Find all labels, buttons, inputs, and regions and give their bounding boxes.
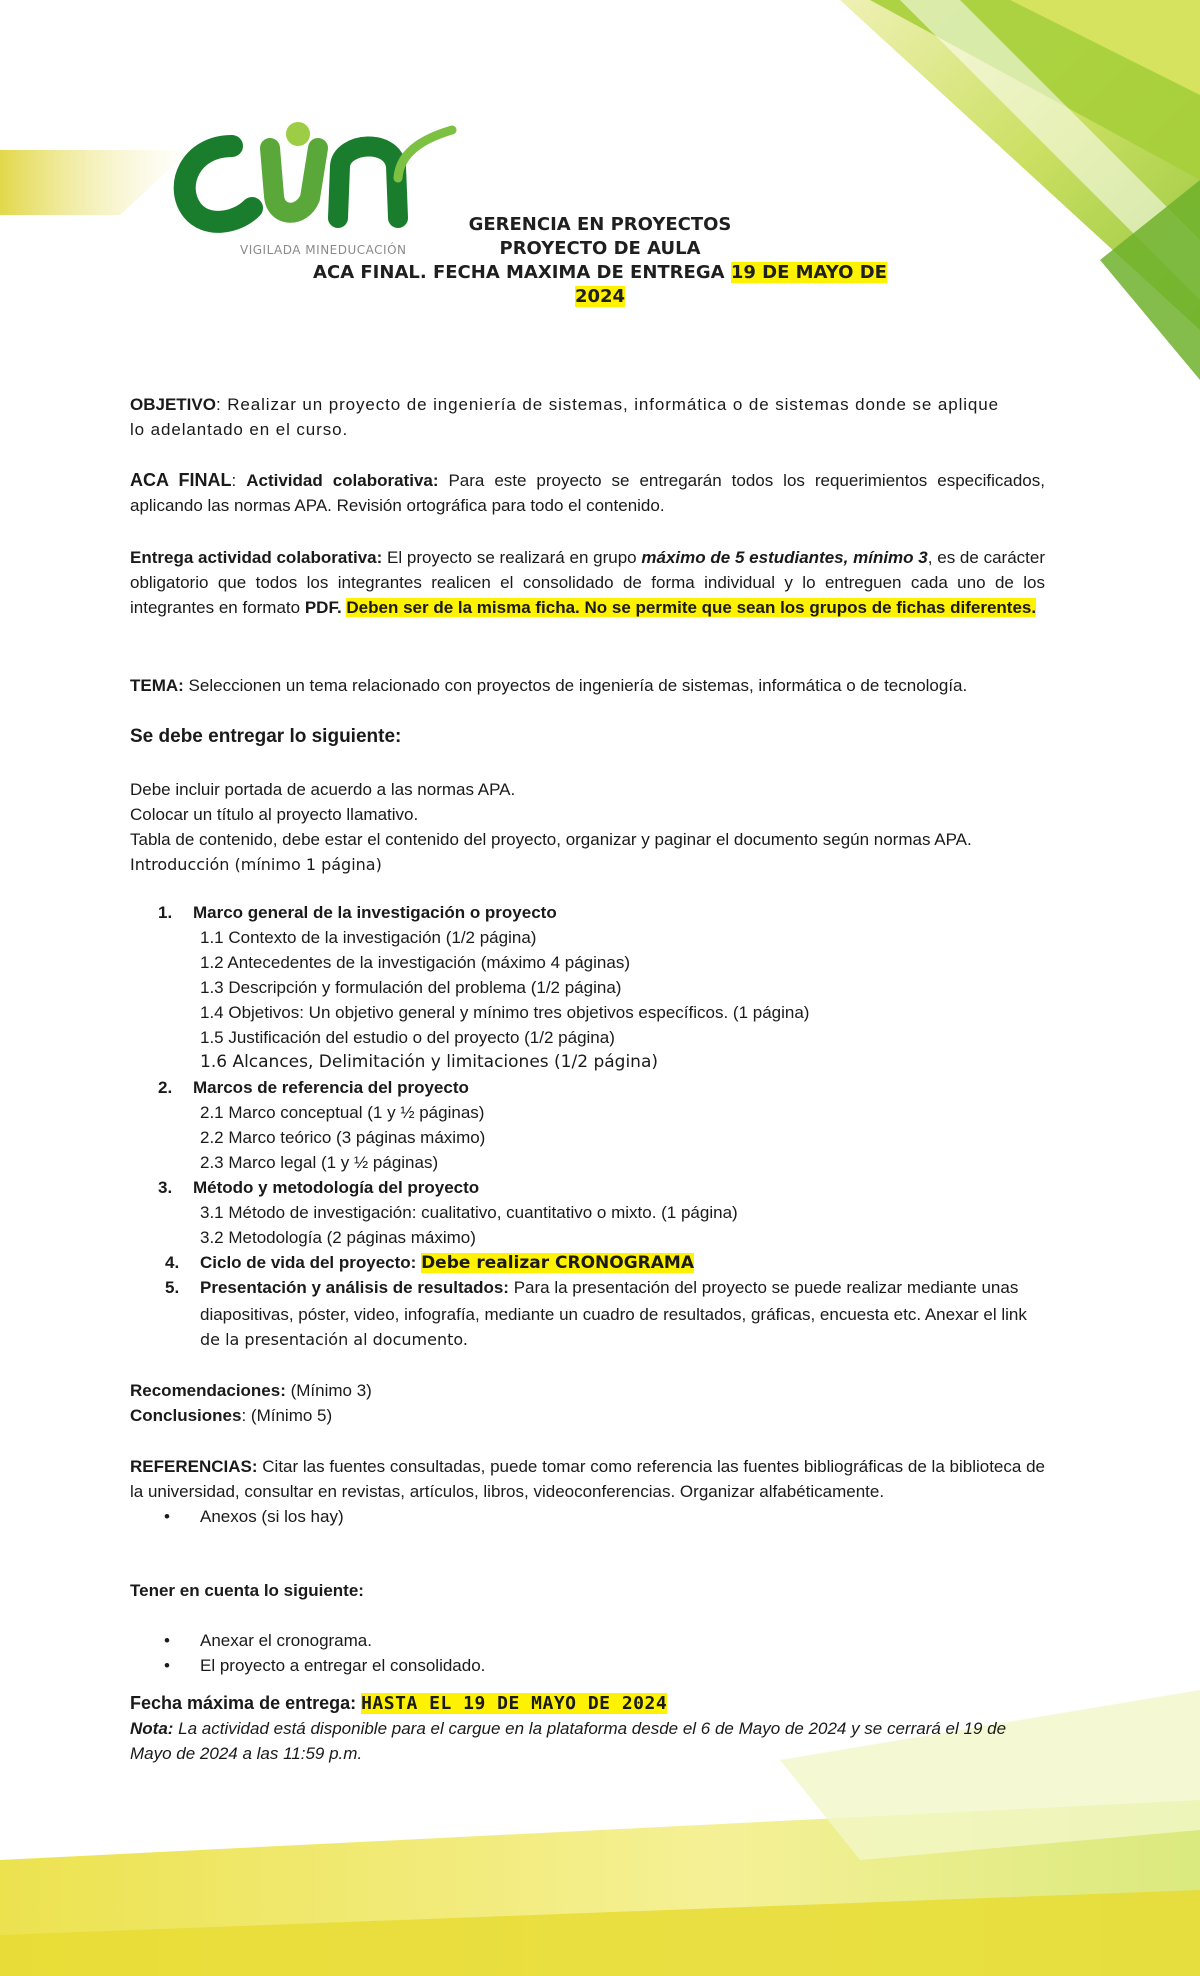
objetivo-label: OBJETIVO [130, 395, 216, 414]
entrega-label: Entrega actividad colaborativa: [130, 548, 383, 567]
document-page: VIGILADA MINEDUCACIÓN GERENCIA EN PROYECTOS PROYECTO DE AULA ACA FINAL. FECHA MAXIMA DE ENTREGA 19 DE MAYO DE 2024 OBJETIVO: Realizar un proyecto de ingeniería de sistemas, informática o de sistemas donde se aplique lo adelantado en el curso. ACA FINAL: Actividad colaborativa: Para este proyecto se entregarán todos los requerimientos especificados, aplicando las normas APA. Revisión ortográfica para todo el contenido. Entrega actividad colaborativa: El proyecto se realizará en grupo máximo de 5 estudiantes, mínimo 3, es de carácter obligatorio que todos los integrantes realicen el consolidado de forma individual y lo entreguen cada uno de los integrantes en formato PDF. Deben ser de la misma ficha. No se permite que sean los grupos de fichas diferentes. TEMA: Seleccionen un tema relacionado con proyectos de ingeniería de sistemas, informática o de tecnología. Se debe entregar lo siguiente: Debe incluir portada de acuerdo a las normas APA. Colocar un título al proyecto llamativo. Tabla de contenido, debe estar el contenido del proyecto, organizar y paginar el documento según normas APA. Introducción (mínimo 1 página) 1. Marco general de la investigación o proyecto 1.1 Contexto de la investigación (1/2 página) 1.2 Antecedentes de la investigación (máximo 4 páginas) 1.3 Descripción y formulación del problema (1/2 página) 1.4 Objetivos: Un objetivo general y mínimo tres objetivos específicos. (1 página) 1.5 Justificación del estudio o del proyecto (1/2 página) 1.6 Alcances, Delimitación y limitaciones (1/2 página) 2. Marcos de referencia del proyecto 2.1 Marco conceptual (1 y ½ páginas) 2.2 Marco teórico (3 páginas máximo) 2.3 Marco legal (1 y ½ páginas) 3. Método y metodología del proyecto 3.1 Método de investigación: cualitativo, cuantitativo o mixto. (1 página) 3.2 Metodología (2 páginas máximo) 4. Ciclo de vida del proyecto: Debe realizar CRONOGRAMA 5. Presentación y análisis de resultados: Para la presentación del proyecto se puede realizar mediante unas diapositivas, póster, video, infografía, mediante un cuadro de resultados, gráficas, encuesta etc. Anexar el link de la presentación al documento. Recomendaciones: (Mínimo 3) Conclusiones: (Mínimo 5) REFERENCIAS: Citar las fuentes consultadas, puede tomar como referencia las fuentes bibliográficas de la biblioteca de la universidad, consultar en revistas, artículos, libros, videoconferencias. Organizar alfabéticamente. • Anexos (si los hay) Tener en cuenta lo siguiente: • Anexar el cronograma. • El proyecto a entregar el consolidado. Fecha máxima de entrega: HASTA EL 19 DE MAYO DE 2024 Nota: La actividad está disponible para el cargue en la plataforma desde el 6 de Mayo de 2024 y se cerrará el 19 de Mayo de 2024 a las 11:59 p.m. [0, 0, 1200, 1976]
left-yellow-band [0, 150, 190, 215]
entrega-paragraph: Entrega actividad colaborativa: El proyecto se realizará en grupo máximo de 5 estudiantes, mínimo 3, es de carácter obligatorio que todos los integrantes realicen el consolidado de forma individual y lo entreguen cada uno de los integrantes en formato PDF. Deben ser de la misma ficha. No se permite que sean los grupos de fichas diferentes. [130, 548, 1046, 617]
outline-item: 1.4 Objetivos: Un objetivo general y mínimo tres objetivos específicos. (1 página) [200, 1003, 810, 1022]
referencias-paragraph: REFERENCIAS: Citar las fuentes consultadas, puede tomar como referencia las fuentes bibliográficas de la biblioteca de la universidad, consultar en revistas, artículos, libros, videoconferencias. Organizar alfabéticamente. [130, 1457, 1045, 1501]
bullet-icon: • [164, 1507, 170, 1526]
tema-label: TEMA: [130, 676, 184, 695]
requisito-item: Introducción (mínimo 1 página) [130, 855, 382, 874]
aca-final-paragraph: ACA FINAL: Actividad colaborativa: Para este proyecto se entregarán todos los requerimientos especificados, aplicando las normas APA. Revisión ortográfica para todo el contenido. [130, 470, 1045, 515]
fecha-highlight: HASTA EL 19 DE MAYO DE 2024 [361, 1693, 668, 1714]
aca-final-label: ACA FINAL [130, 470, 232, 490]
outline-item: 1.1 Contexto de la investigación (1/2 página) [200, 928, 537, 947]
outline-item: 3.2 Metodología (2 páginas máximo) [200, 1228, 476, 1247]
nota-label: Nota: [130, 1719, 174, 1738]
entregar-heading: Se debe entregar lo siguiente: [130, 726, 402, 747]
fecha-line: Fecha máxima de entrega: HASTA EL 19 DE MAYO DE 2024 [130, 1693, 668, 1714]
requisito-item: Debe incluir portada de acuerdo a las normas APA. [130, 780, 516, 799]
requisito-item: Tabla de contenido, debe estar el contenido del proyecto, organizar y paginar el documento según normas APA. [130, 830, 972, 849]
outline-item: 2.3 Marco legal (1 y ½ páginas) [200, 1153, 439, 1172]
referencias-label: REFERENCIAS: [130, 1457, 258, 1476]
tema-paragraph: TEMA: Seleccionen un tema relacionado con proyectos de ingeniería de sistemas, informática o de tecnología. [130, 676, 968, 695]
objetivo-paragraph: OBJETIVO: Realizar un proyecto de ingeniería de sistemas, informática o de sistemas donde se aplique lo adelantado en el curso. [130, 395, 999, 439]
logo-subtitle: VIGILADA MINEDUCACIÓN [240, 243, 407, 257]
bullet-icon: • [164, 1631, 170, 1650]
top-right-green-shapes [840, 0, 1200, 380]
header-deadline-date: 19 DE MAYO DE [730, 262, 887, 283]
recomendaciones-line: Recomendaciones: (Mínimo 3) [130, 1381, 372, 1400]
conclusiones-line: Conclusiones: (Mínimo 5) [130, 1406, 333, 1425]
outline-item: 1.3 Descripción y formulación del problema (1/2 página) [200, 978, 622, 997]
outline-item: 1.5 Justificación del estudio o del proyecto (1/2 página) [200, 1028, 615, 1047]
header-deadline: ACA FINAL. FECHA MAXIMA DE ENTREGA 19 DE MAYO DE [313, 262, 887, 283]
nota-paragraph: Nota: La actividad está disponible para el cargue en la plataforma desde el 6 de Mayo de 2024 y se cerrará el 19 de Mayo de 2024 a las 11:59 p.m. [130, 1719, 1007, 1763]
requisito-item: Colocar un título al proyecto llamativo. [130, 805, 419, 824]
tener-cuenta-heading: Tener en cuenta lo siguiente: [130, 1581, 364, 1600]
entrega-group-size: máximo de 5 estudiantes, mínimo 3 [641, 548, 928, 567]
header-project: PROYECTO DE AULA [499, 238, 701, 259]
outline-item: 1.6 Alcances, Delimitación y limitaciones (1/2 página) [200, 1052, 658, 1072]
requisitos-list [130, 777, 1045, 877]
document-header [290, 213, 910, 309]
header-deadline-year: 2024 [574, 286, 626, 307]
outline-item: 3.1 Método de investigación: cualitativo, cuantitativo o mixto. (1 página) [200, 1203, 738, 1222]
cronograma-highlight: Debe realizar CRONOGRAMA [421, 1253, 695, 1273]
outline-item: 2.1 Marco conceptual (1 y ½ páginas) [200, 1103, 485, 1122]
outline-item: 1.2 Antecedentes de la investigación (máximo 4 páginas) [200, 953, 630, 972]
outline-item: 2.2 Marco teórico (3 páginas máximo) [200, 1128, 486, 1147]
bullet-icon: • [164, 1656, 170, 1675]
entrega-highlight: Deben ser de la misma ficha. No se permite que sean los grupos de fichas diferentes. [346, 598, 1037, 617]
header-course: GERENCIA EN PROYECTOS [468, 214, 732, 235]
